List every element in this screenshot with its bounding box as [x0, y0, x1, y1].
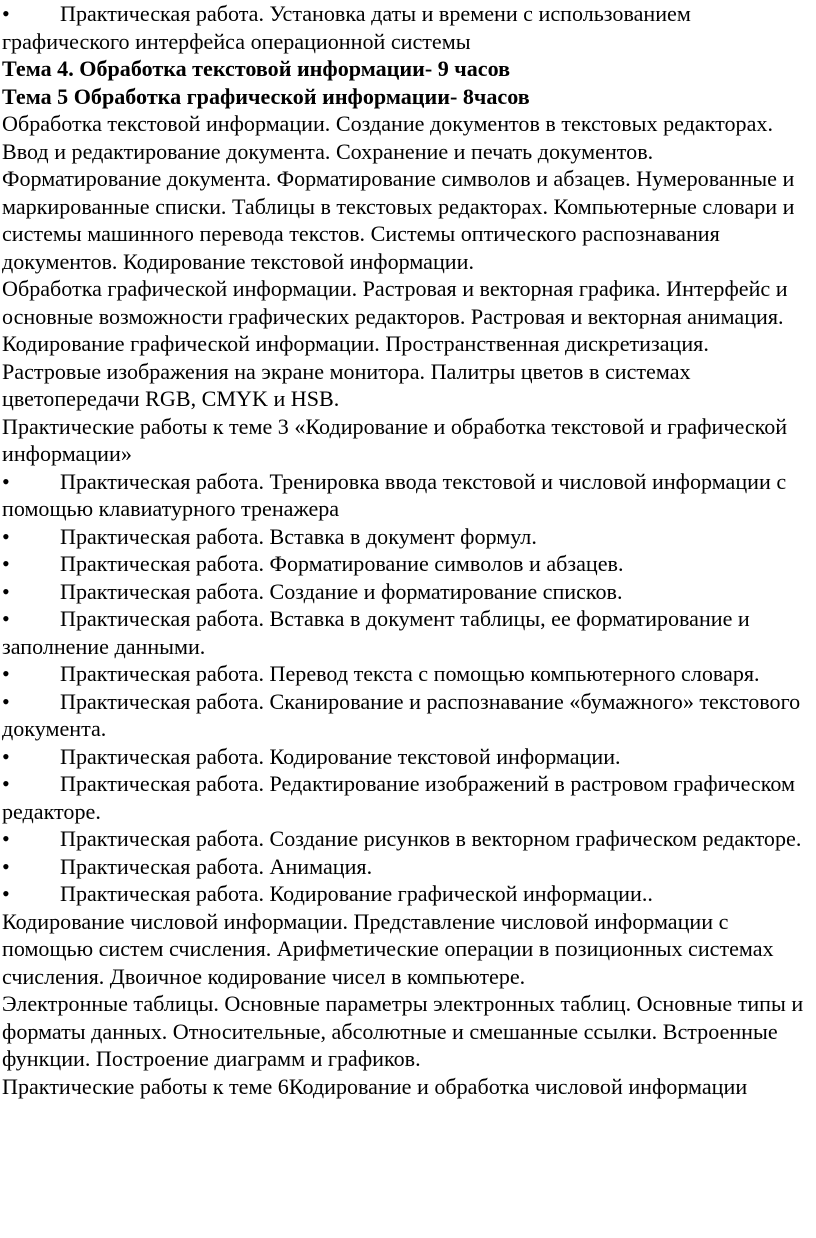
- list-item: [2, 523, 810, 551]
- bullet-marker: •: [2, 1, 10, 26]
- bullet-marker: •: [2, 853, 10, 879]
- bullet-marker: •: [2, 661, 10, 686]
- list-item-text: Практическая работа. Форматирование символов и абзацев.: [60, 551, 624, 576]
- list-item-text: Практическая работа. Тренировка ввода текстовой и числовой информации с помощью клавиатурного тренажера: [2, 468, 787, 521]
- list-item: [2, 770, 810, 825]
- list-item: [2, 468, 810, 523]
- graphics-processing-paragraph: Обработка графической информации. Растровая и векторная графика. Интерфейс и основные возможности графических редакторов. Растровая и векторная анимация. Кодирование графической информации. Пространственная дискретизация. Растровые изображения на экране монитора. Палитры цветов в системах цветопередачи RGB, CMYK и HSB.: [2, 276, 788, 411]
- list-item: [2, 688, 810, 743]
- bullet-marker: •: [2, 826, 10, 851]
- practical-works-topic-3-heading: Практические работы к теме 3 «Кодирование и обработка текстовой и графической информации»: [2, 413, 788, 466]
- list-item-text: Практическая работа. Вставка в документ формул.: [60, 523, 537, 549]
- list-item: [2, 0, 810, 55]
- list-item: [2, 825, 810, 853]
- list-item-text: Практическая работа. Сканирование и распознавание «бумажного» текстового документа.: [2, 688, 801, 741]
- bullet-marker: •: [2, 523, 10, 549]
- bullet-marker: •: [2, 881, 10, 906]
- numeric-info-paragraph: Кодирование числовой информации. Представление числовой информации с помощью систем счисления. Арифметические операции в позиционных системах счисления. Двоичное кодирование чисел в компьютере.: [2, 908, 774, 989]
- spreadsheets-paragraph: Электронные таблицы. Основные параметры электронных таблиц. Основные типы и форматы данных. Относительные, абсолютные и смешанные ссылки. Встроенные функции. Построение диаграмм и графиков.: [2, 991, 804, 1071]
- list-item: [2, 660, 810, 688]
- list-item: [2, 853, 810, 881]
- list-item: [2, 605, 810, 660]
- list-item-text: Практическая работа. Создание рисунков в векторном графическом редакторе.: [60, 826, 802, 851]
- list-item-text: Практическая работа. Установка даты и времени с использованием графического интерфейса операционной системы: [2, 1, 691, 54]
- bullet-marker: •: [2, 743, 10, 769]
- list-item: [2, 743, 810, 771]
- bullet-marker: •: [2, 771, 10, 796]
- list-item: [2, 550, 810, 578]
- topic-4-heading: Тема 4. Обработка текстовой информации- 9 часов: [2, 56, 511, 81]
- bullet-marker: •: [2, 468, 10, 494]
- list-item-text: Практическая работа. Вставка в документ таблицы, ее форматирование и заполнение данными.: [2, 606, 750, 659]
- list-item: [2, 880, 810, 908]
- list-item-text: Практическая работа. Перевод текста с помощью компьютерного словаря.: [60, 661, 760, 686]
- list-item: [2, 578, 810, 606]
- list-item-text: Практическая работа. Кодирование графической информации..: [60, 881, 653, 906]
- topic-5-heading: Тема 5 Обработка графической информации- 8часов: [2, 83, 530, 109]
- practical-works-topic-6-heading: Практические работы к теме 6Кодирование и обработка числовой информации: [2, 1073, 748, 1099]
- bullet-marker: •: [2, 551, 10, 576]
- list-item-text: Практическая работа. Создание и форматирование списков.: [60, 578, 623, 604]
- bullet-marker: •: [2, 606, 10, 631]
- text-processing-paragraph: Обработка текстовой информации. Создание документов в текстовых редакторах. Ввод и редактирование документа. Сохранение и печать документов. Форматирование документа. Форматирование символов и абзацев. Нумерованные и маркированные списки. Таблицы в текстовых редакторах. Компьютерные словари и системы машинного перевода текстов. Системы оптического распознавания документов. Кодирование текстовой информации.: [2, 111, 795, 274]
- list-item-text: Практическая работа. Анимация.: [60, 853, 373, 879]
- bullet-marker: •: [2, 578, 10, 604]
- bullet-marker: •: [2, 688, 10, 714]
- list-item-text: Практическая работа. Кодирование текстовой информации.: [60, 743, 621, 769]
- list-item-text: Практическая работа. Редактирование изображений в растровом графическом редакторе.: [2, 771, 795, 824]
